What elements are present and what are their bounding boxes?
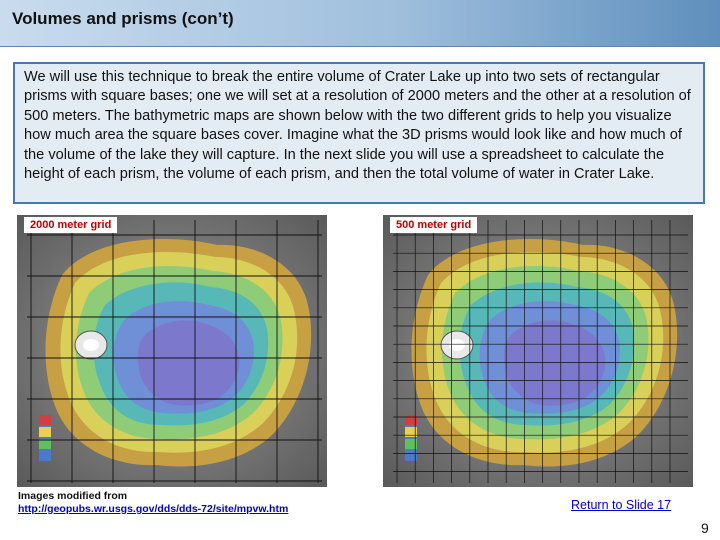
body-text-box: We will use this technique to break the entire volume of Crater Lake up into two sets of rectangular prisms with square bases; one we will set at a resolution of 2000 meters and the other at a resolution of 500 meters. The bathymetric maps are shown below with the two different grids to help you visualize how much area the square bases cover. Imagine what the 3D prisms would look like and how much of the volume of the lake they will capture. In the next slide you will use a spreadsheet to calculate the height of each prism, the volume of each prism, and then the total volume of water in Crater Lake. [13,62,705,204]
title-bar [0,0,720,47]
map-label-2000m: 2000 meter grid [24,217,117,233]
return-to-slide-link[interactable]: Return to Slide 17 [571,498,672,512]
slide-title: Volumes and prisms (con’t) [12,9,234,28]
slide-number: 9 [701,520,709,536]
credit-link[interactable]: http://geopubs.wr.usgs.gov/dds/dds-72/site/mpvw.htm [18,503,289,515]
image-credit [18,490,288,516]
bathymetry-map-image [17,215,327,487]
bathymetry-map-image [383,215,693,487]
bathymetry-map-2000m [17,215,327,487]
credit-text: Images modified from [18,490,128,502]
map-label-500m: 500 meter grid [390,217,477,233]
bathymetry-map-500m [383,215,693,487]
